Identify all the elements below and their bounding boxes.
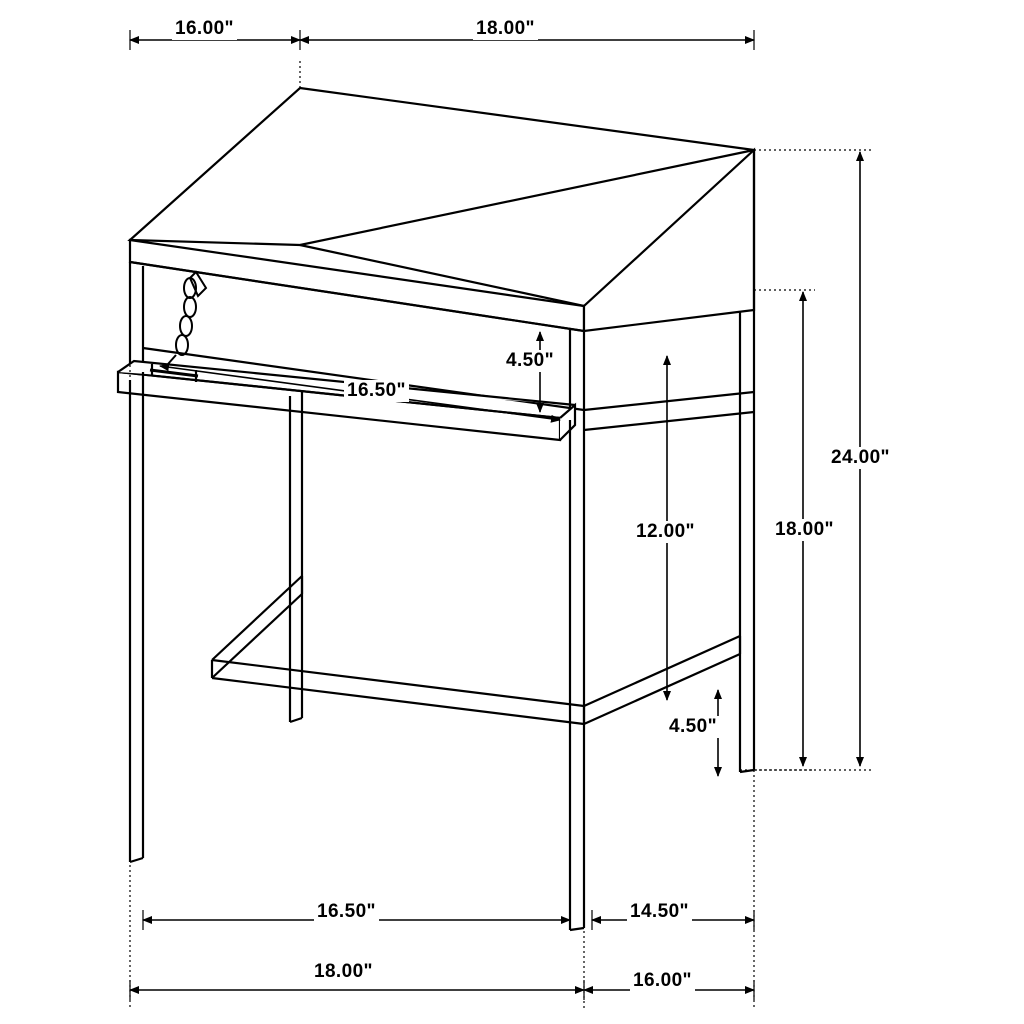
- dimension-label-side-overall-depth: 16.00": [630, 970, 695, 992]
- lower-stretchers: [212, 576, 740, 724]
- dimension-label-stretcher-height: 4.50": [666, 716, 720, 738]
- chain-detail: [168, 272, 206, 364]
- dimension-label-clearance-under-drawer: 12.00": [633, 521, 698, 543]
- dimension-label-top-right-width: 18.00": [473, 18, 538, 40]
- dimension-label-drawer-inner-width: 16.50": [344, 380, 409, 402]
- dimension-label-leg-to-shelf-height: 18.00": [772, 519, 837, 541]
- table-top: [130, 88, 754, 331]
- dimension-label-total-height: 24.00": [828, 447, 893, 469]
- dimension-label-front-overall-width: 18.00": [311, 961, 376, 983]
- furniture-outline: [118, 88, 754, 930]
- dimension-label-top-left-depth: 16.00": [172, 18, 237, 40]
- dimension-label-side-inner-depth: 14.50": [627, 901, 692, 923]
- dimension-label-front-inner-width: 16.50": [314, 901, 379, 923]
- dimension-label-drawer-height: 4.50": [503, 350, 557, 372]
- table-legs: [130, 372, 754, 930]
